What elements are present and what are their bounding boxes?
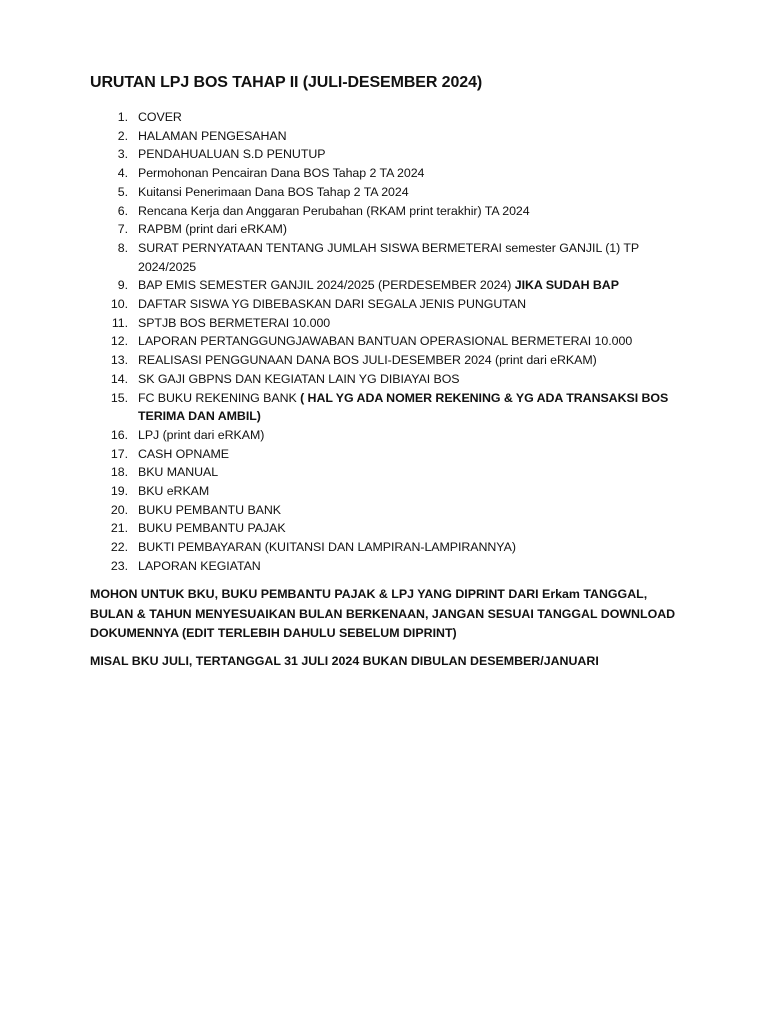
- list-item: [96, 202, 696, 221]
- list-item-text: DAFTAR SISWA YG DIBEBASKAN DARI SEGALA JENIS PUNGUTAN: [138, 297, 526, 312]
- list-item: [96, 332, 696, 351]
- list-item-text: Kuitansi Penerimaan Dana BOS Tahap 2 TA 2024: [138, 184, 409, 199]
- list-item: [96, 445, 696, 464]
- list-item-number: 21.: [110, 521, 128, 536]
- list-item-text: SK GAJI GBPNS DAN KEGIATAN LAIN YG DIBIAYAI BOS: [138, 371, 460, 386]
- list-item-text: BKU MANUAL: [138, 465, 219, 480]
- list-item: [96, 538, 696, 557]
- list-item: [96, 239, 696, 276]
- list-item: [96, 389, 696, 426]
- list-item: [96, 482, 696, 501]
- list-item-text: BKU eRKAM: [138, 484, 210, 499]
- list-item-text: LPJ (print dari eRKAM): [138, 427, 265, 442]
- list-item: [96, 501, 696, 520]
- list-item-text: COVER: [138, 110, 182, 124]
- list-item: [96, 164, 696, 183]
- list-item-text: BUKU PEMBANTU PAJAK: [138, 521, 286, 536]
- list-item: [96, 351, 696, 370]
- list-item: [96, 314, 696, 333]
- list-item: [96, 463, 696, 482]
- list-item-number: 18.: [110, 465, 128, 480]
- list-item-text: HALAMAN PENGESAHAN: [138, 128, 287, 143]
- list-item-number: 22.: [110, 540, 128, 555]
- checklist: [96, 108, 696, 576]
- list-item-text: Permohonan Pencairan Dana BOS Tahap 2 TA 2024: [138, 166, 425, 181]
- list-item: [96, 127, 696, 146]
- list-item-number: 7.: [117, 222, 128, 237]
- list-item-text: SURAT PERNYATAAN TENTANG JUMLAH SISWA BERMETERAI semester GANJIL (1) TP 2024/2025: [138, 240, 639, 274]
- list-item-text: BAP EMIS SEMESTER GANJIL 2024/2025 (PERDESEMBER 2024): [138, 278, 515, 293]
- instruction-note: MOHON UNTUK BKU, BUKU PEMBANTU PAJAK & LPJ YANG DIPRINT DARI Erkam TANGGAL, BULAN & TAHUN MENYESUAIKAN BULAN BERKENAAN, JANGAN SESUAI TANGGAL DOWNLOAD DOKUMENNYA (EDIT TERLEBIH DAHULU SEBELUM DIPRINT): [90, 587, 676, 640]
- list-item-text: Rencana Kerja dan Anggaran Perubahan (RKAM print terakhir) TA 2024: [138, 203, 530, 218]
- document-title: URUTAN LPJ BOS TAHAP II (JULI-DESEMBER 2024): [90, 74, 483, 91]
- list-item-number: 23.: [110, 558, 128, 573]
- list-item: [96, 183, 696, 202]
- list-item-text: REALISASI PENGGUNAAN DANA BOS JULI-DESEMBER 2024 (print dari eRKAM): [138, 353, 597, 368]
- list-item-number: 16.: [110, 427, 128, 442]
- list-item-number: 19.: [110, 484, 128, 499]
- list-item-emphasis: JIKA SUDAH BAP: [514, 278, 619, 293]
- list-item-number: 3.: [117, 147, 128, 162]
- list-item-number: 20.: [110, 502, 128, 517]
- list-item: [96, 370, 696, 389]
- list-item-number: 14.: [110, 371, 128, 386]
- list-item-text: LAPORAN PERTANGGUNGJAWABAN BANTUAN OPERASIONAL BERMETERAI 10.000: [138, 334, 633, 349]
- list-item-text: BUKTI PEMBAYARAN (KUITANSI DAN LAMPIRAN-LAMPIRANNYA): [138, 540, 516, 555]
- list-item: [96, 557, 696, 576]
- list-item: [96, 426, 696, 445]
- list-item-number: 12.: [110, 334, 128, 349]
- list-item-number: 4.: [117, 166, 128, 181]
- list-item-number: 13.: [110, 353, 128, 368]
- list-item: [96, 145, 696, 164]
- list-item: [96, 276, 696, 295]
- list-item-text: FC BUKU REKENING BANK: [138, 390, 301, 405]
- list-item-number: 5.: [117, 184, 128, 199]
- list-item-text: RAPBM (print dari eRKAM): [138, 222, 287, 237]
- list-item-text: PENDAHUALUAN S.D PENUTUP: [138, 147, 326, 162]
- list-item-number: 11.: [111, 315, 128, 330]
- list-item: [96, 519, 696, 538]
- list-item-text: CASH OPNAME: [138, 446, 230, 461]
- list-item-number: 6.: [117, 203, 128, 218]
- list-item: [96, 108, 696, 127]
- list-item-number: 10.: [110, 297, 128, 312]
- list-item-text: SPTJB BOS BERMETERAI 10.000: [138, 315, 331, 330]
- list-item-number: 8.: [117, 240, 128, 255]
- list-item-number: 9.: [117, 278, 128, 293]
- list-item-number: 1.: [117, 110, 128, 124]
- list-item: [96, 295, 696, 314]
- example-note: MISAL BKU JULI, TERTANGGAL 31 JULI 2024 BUKAN DIBULAN DESEMBER/JANUARI: [90, 654, 599, 668]
- list-item-number: 17.: [110, 446, 128, 461]
- list-item-text: BUKU PEMBANTU BANK: [138, 502, 281, 517]
- list-item: [96, 220, 696, 239]
- list-item-emphasis: ( HAL YG ADA NOMER REKENING & YG ADA TRANSAKSI BOS TERIMA DAN AMBIL): [138, 390, 669, 424]
- list-item-number: 15.: [110, 390, 128, 405]
- list-item-text: LAPORAN KEGIATAN: [138, 558, 261, 573]
- list-item-number: 2.: [117, 128, 128, 143]
